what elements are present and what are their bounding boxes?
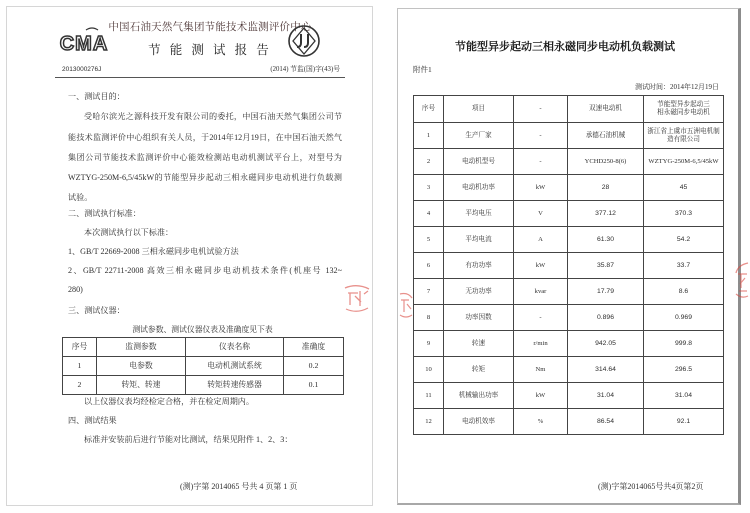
table-row [414, 123, 724, 149]
cell-pm-motor: 0.969 [644, 305, 724, 331]
section-heading-purpose: 一、测试目的： [68, 92, 125, 101]
cell-index: 6 [414, 253, 444, 279]
header-unit: - [514, 96, 568, 123]
header-item: 项目 [444, 96, 514, 123]
header-parameter: 监测参数 [97, 338, 186, 357]
cell-index: 1 [414, 123, 444, 149]
table-row [414, 357, 724, 383]
cell-pm-motor: 92.1 [644, 409, 724, 435]
cell-unit: kW [514, 175, 568, 201]
section-heading-standards: 二、测试执行标准： [68, 209, 141, 218]
header-pm-motor: 节能型异步起动三相永磁同步电动机 [644, 96, 724, 123]
cell-dual-speed-motor: 942.05 [568, 331, 644, 357]
cell-accuracy: 0.2 [284, 357, 344, 376]
cell-item: 有功功率 [444, 253, 514, 279]
cell-index: 3 [414, 175, 444, 201]
attachment-label: 附件1 [413, 65, 432, 74]
cell-dual-speed-motor: 28 [568, 175, 644, 201]
table-row [414, 227, 724, 253]
cell-unit: - [514, 149, 568, 175]
cell-pm-motor: 45 [644, 175, 724, 201]
table-row [63, 357, 344, 376]
cell-index: 8 [414, 305, 444, 331]
cell-dual-speed-motor: 承德石油机械 [568, 123, 644, 149]
red-seal-stamp [734, 260, 750, 300]
cell-unit: kW [514, 253, 568, 279]
cell-index: 12 [414, 409, 444, 435]
standard-item: 1、GB/T 22669-2008 三相永磁同步电机试验方法 [68, 247, 239, 256]
table-header-row [414, 96, 724, 123]
table-row [414, 279, 724, 305]
instrument-note: 以上仪器仪表均经检定合格，并在检定周期内。 [84, 397, 254, 406]
cma-logo-text: CMA [59, 33, 109, 54]
cell-instrument: 转矩转速传感器 [186, 376, 284, 395]
cell-item: 电动机型号 [444, 149, 514, 175]
document-number: (2014) 节监(国)字(43)号 [270, 66, 340, 73]
header-instrument: 仪表名称 [186, 338, 284, 357]
cell-dual-speed-motor: 17.79 [568, 279, 644, 305]
cell-dual-speed-motor: 0.896 [568, 305, 644, 331]
cell-dual-speed-motor: 35.87 [568, 253, 644, 279]
cell-pm-motor: WZTYG-250M-6,5/45kW [644, 149, 724, 175]
cell-index: 2 [414, 149, 444, 175]
cell-dual-speed-motor: 314.64 [568, 357, 644, 383]
header-divider [55, 77, 345, 78]
cell-dual-speed-motor: 31.04 [568, 383, 644, 409]
cell-accuracy: 0.1 [284, 376, 344, 395]
cell-index: 2 [63, 376, 97, 395]
cell-dual-speed-motor: 86.54 [568, 409, 644, 435]
organization-name: 中国石油天然气集团节能技术监测评价中心 [108, 22, 312, 33]
cell-item: 生产厂家 [444, 123, 514, 149]
cell-dual-speed-motor: 61.30 [568, 227, 644, 253]
cell-parameter: 电参数 [97, 357, 186, 376]
purpose-paragraph-line: 受哈尔滨光之源科技开发有限公司的委托，中国石油天然气集团公司节 [84, 112, 342, 121]
attachment-title: 节能型异步起动三相永磁同步电动机负载测试 [455, 41, 675, 53]
report-page-2 [375, 0, 750, 513]
table-row [414, 409, 724, 435]
header-accuracy: 准确度 [284, 338, 344, 357]
cell-unit: r/min [514, 331, 568, 357]
cell-unit: Nm [514, 357, 568, 383]
cell-index: 4 [414, 201, 444, 227]
cell-unit: kW [514, 383, 568, 409]
section-heading-instruments: 三、测试仪器： [68, 306, 125, 315]
cell-item: 无功功率 [444, 279, 514, 305]
cell-item: 机械输出功率 [444, 383, 514, 409]
red-seal-stamp [342, 282, 372, 314]
cell-index: 1 [63, 357, 97, 376]
cell-index: 7 [414, 279, 444, 305]
cell-item: 电动机效率 [444, 409, 514, 435]
report-title: 节 能 测 试 报 告 [148, 43, 272, 57]
cell-item: 平均电流 [444, 227, 514, 253]
cell-dual-speed-motor: YCHD250-8(6) [568, 149, 644, 175]
cell-unit: A [514, 227, 568, 253]
cell-unit: % [514, 409, 568, 435]
purpose-paragraph-line: 能技术监测评价中心组织有关人员，于2014年12月19日，在中国石油天然气 [68, 133, 342, 142]
cell-item: 电动机功率 [444, 175, 514, 201]
cell-pm-motor: 浙江省上虞市五洲电机制造有限公司 [644, 123, 724, 149]
purpose-paragraph-line: 集团公司节能技术监测评价中心能效检测站电动机测试平台上，对型号为 [68, 153, 342, 162]
results-text: 标准并安装前后进行节能对比测试，结果见附件 1、2、3： [84, 435, 293, 444]
table-row [414, 305, 724, 331]
instrument-table-caption: 测试参数、测试仪器仪表及准确度见下表 [132, 325, 273, 334]
cell-unit: - [514, 123, 568, 149]
cell-dual-speed-motor: 377.12 [568, 201, 644, 227]
cell-unit: kvar [514, 279, 568, 305]
load-table-body [414, 123, 724, 435]
cell-pm-motor: 33.7 [644, 253, 724, 279]
cell-pm-motor: 54.2 [644, 227, 724, 253]
table-row [414, 201, 724, 227]
cell-item: 功率因数 [444, 305, 514, 331]
standard-item: 2、GB/T 22711-2008 高效三相永磁同步电动机技术条件(机座号 132~ [68, 266, 342, 275]
cell-item: 平均电压 [444, 201, 514, 227]
cell-unit: V [514, 201, 568, 227]
page-footer: (测)字第2014065号共4页第2页 [598, 482, 704, 491]
standard-item: 280) [68, 285, 83, 294]
cell-unit: - [514, 305, 568, 331]
table-row [414, 383, 724, 409]
table-row [414, 149, 724, 175]
cell-pm-motor: 31.04 [644, 383, 724, 409]
table-row [63, 376, 344, 395]
cell-pm-motor: 999.8 [644, 331, 724, 357]
cell-index: 5 [414, 227, 444, 253]
page-footer: (测)字第 2014065 号共 4 页第 1 页 [180, 482, 298, 491]
cell-instrument: 电动机测试系统 [186, 357, 284, 376]
header-index: 序号 [63, 338, 97, 357]
cell-parameter: 转矩、转速 [97, 376, 186, 395]
header-index: 序号 [414, 96, 444, 123]
cell-pm-motor: 296.5 [644, 357, 724, 383]
table-row [414, 253, 724, 279]
cell-index: 9 [414, 331, 444, 357]
cell-item: 转矩 [444, 357, 514, 383]
cell-index: 11 [414, 383, 444, 409]
table-row [414, 175, 724, 201]
institution-emblem [287, 22, 321, 60]
purpose-paragraph-line: WZTYG-250M-6,5/45kW的节能型异步起动三相永磁同步电动机进行负载测 [68, 173, 342, 182]
instrument-table [62, 337, 344, 395]
certificate-number: 2013000276J [62, 66, 102, 73]
purpose-paragraph-line: 试验。 [68, 193, 93, 202]
cell-index: 10 [414, 357, 444, 383]
load-test-table [413, 95, 724, 435]
cell-item: 转速 [444, 331, 514, 357]
red-seal-stamp [398, 290, 414, 320]
table-header-row [63, 338, 344, 357]
cell-pm-motor: 8.6 [644, 279, 724, 305]
standards-intro: 本次测试执行以下标准： [84, 228, 174, 237]
table-row [414, 331, 724, 357]
header-dual-speed-motor: 双速电动机 [568, 96, 644, 123]
test-date: 测试时间：2014年12月19日 [635, 83, 719, 91]
cell-pm-motor: 370.3 [644, 201, 724, 227]
section-heading-results: 四、测试结果 [68, 416, 117, 425]
